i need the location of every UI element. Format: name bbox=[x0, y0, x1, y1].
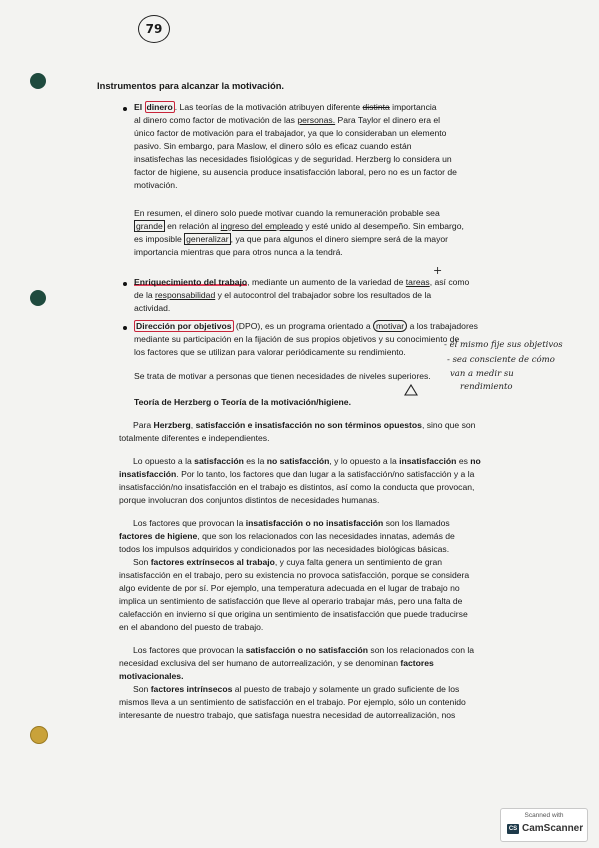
p5-line1: Los factores que provocan la satisfacción o no satisfacción son los relacionados con la bbox=[133, 645, 475, 655]
p3-line3: todos los impulsos adquiridos y condicionados por las necesidades biológicas básicas. bbox=[119, 544, 450, 554]
resumen-line2: grande en relación al ingreso del empleado y esté unido al desempeño. Sin embargo, bbox=[136, 221, 464, 231]
triangle-mark-icon bbox=[404, 384, 418, 396]
p2-line4: porque involucran dos conjuntos distintos de necesidades humanas. bbox=[119, 495, 380, 505]
p5-line3: motivacionales. bbox=[119, 671, 184, 681]
camscanner-brand: CamScanner bbox=[522, 823, 584, 834]
p4-line4: implica un sentimiento de satisfacción que lleve al operario trabajar más, pero una falta de bbox=[119, 596, 463, 606]
resumen-line1: En resumen, el dinero solo puede motivar cuando la remuneración probable sea bbox=[134, 208, 440, 218]
bullet1-line6: factor de higiene, su ausencia produce insatisfacción laboral, pero no es un factor de bbox=[134, 167, 457, 177]
punch-hole-bottom bbox=[30, 726, 48, 744]
resumen-line4: importancia mientras que para otros nunca a la tendrá. bbox=[134, 247, 343, 257]
bullet1-line7: motivación. bbox=[134, 180, 178, 190]
camscanner-logo-icon: CS bbox=[508, 826, 518, 832]
bullet1-line2: al dinero como factor de motivación de las personas. Para Taylor el dinero era el bbox=[134, 115, 441, 125]
bullet1-line1: El dinero . Las teorías de la motivación atribuyen diferente distinta importancia bbox=[134, 102, 437, 112]
herzberg-title: Teoría de Herzberg o Teoría de la motivación/higiene. bbox=[134, 397, 351, 407]
p1-line2: totalmente diferentes e independientes. bbox=[119, 433, 270, 443]
p4-line6: en el abandono del puesto de trabajo. bbox=[119, 622, 264, 632]
handwritten-plus: + bbox=[433, 264, 443, 277]
handwritten-note-2: - sea consciente de cómo bbox=[447, 355, 555, 365]
p4-line5: calefacción en invierno sí que origina un sentimiento de insatisfacción que puede traducirse bbox=[119, 609, 468, 619]
bullet-dot bbox=[123, 107, 127, 111]
p2-line1: Lo opuesto a la satisfacción es la no satisfacción, y lo opuesto a la insatisfacción es no bbox=[133, 456, 481, 466]
p5-line2: necesidad exclusiva del ser humano de autorrealización, y se denominan factores bbox=[119, 658, 434, 668]
p6-line3: interesante de nuestro trabajo, que satisfaga nuestra necesidad de autorrealización, nos bbox=[119, 710, 456, 720]
p1-line1: Para Herzberg, satisfacción e insatisfacción no son términos opuestos, sino que son bbox=[133, 420, 476, 430]
p4-line3: algo evidente de por sí. Por ejemplo, una temperatura adecuada en el lugar de trabajo no bbox=[119, 583, 460, 593]
p4-line2: insatisfacción en el trabajo, pero su existencia no provoca satisfacción, porque se considera bbox=[119, 570, 470, 580]
p6-line2: mismos lleva a un sentimiento de satisfacción en el trabajo. Por ejemplo, sólo un contenido bbox=[119, 697, 466, 707]
bullet2-line3: actividad. bbox=[134, 303, 171, 313]
section-title: Instrumentos para alcanzar la motivación. bbox=[97, 80, 285, 91]
camscanner-watermark bbox=[500, 808, 588, 842]
dinero-keyword: dinero bbox=[146, 102, 173, 112]
p6-line1: Son factores intrínsecos al puesto de trabajo y solamente un grado suficiente de los bbox=[133, 684, 460, 694]
bullet3-line2: mediante su participación en la fijación de sus propios objetivos y su conocimiento de bbox=[134, 334, 460, 344]
bullet1-line4: pasivo. Sin embargo, para Maslow, el dinero sólo es eficaz cuando están bbox=[134, 141, 412, 151]
p2-line2: insatisfacción. Por lo tanto, los factores que dan lugar a la satisfacción/no satisfacción y a la bbox=[119, 469, 475, 479]
bullet1-line5: insatisfechas las necesidades fisiológicas y de seguridad. Herzberg lo considera un bbox=[134, 154, 452, 164]
page-number: 79 bbox=[138, 15, 170, 43]
p2-line3: insatisfacción/no insatisfacción en el trabajo es distintos, así como la conducta que provocan, bbox=[119, 482, 475, 492]
punch-hole-middle bbox=[30, 290, 46, 306]
resumen-line3: es imposible generalizar , ya que para algunos el dinero siempre será de la mayor bbox=[134, 234, 449, 244]
p4-line1: Son factores extrínsecos al trabajo, y cuya falta genera un sentimiento de gran bbox=[133, 557, 443, 567]
bullet2-line2: de la responsabilidad y el autocontrol del trabajador sobre los resultados de la bbox=[134, 290, 432, 300]
enriquecimiento-keyword: Enriquecimiento del trabajo bbox=[134, 277, 248, 287]
bullet3-line4: Se trata de motivar a personas que tienen necesidades de niveles superiores. bbox=[134, 371, 431, 381]
p3-line2: factores de higiene, que son los relacionados con las necesidades innatas, además de bbox=[119, 531, 455, 541]
handwritten-note-1: - el mismo fije sus objetivos bbox=[444, 340, 563, 350]
bullet2-line1: Enriquecimiento del trabajo, mediante un aumento de la variedad de tareas, así como bbox=[134, 277, 470, 287]
bullet-dot bbox=[123, 282, 127, 286]
punch-hole-top bbox=[30, 73, 46, 89]
handwritten-note-4: rendimiento bbox=[460, 382, 513, 392]
bullet1-line3: único factor de motivación para el trabajador, ya que lo consideraban un elemento bbox=[134, 128, 447, 138]
dpo-keyword: Dirección por objetivos bbox=[136, 321, 232, 331]
bullet3-line3: los factores que se utilizan para valorar periódicamente su rendimiento. bbox=[134, 347, 406, 357]
p3-line1: Los factores que provocan la insatisfacción o no insatisfacción son los llamados bbox=[133, 518, 450, 528]
handwritten-note-3: van a medir su bbox=[450, 369, 514, 379]
scanned-with-label: Scanned with bbox=[524, 812, 564, 819]
bullet3-line1: Dirección por objetivos (DPO), es un programa orientado a motivar a los trabajadores bbox=[136, 321, 478, 331]
bullet-dot bbox=[123, 326, 127, 330]
